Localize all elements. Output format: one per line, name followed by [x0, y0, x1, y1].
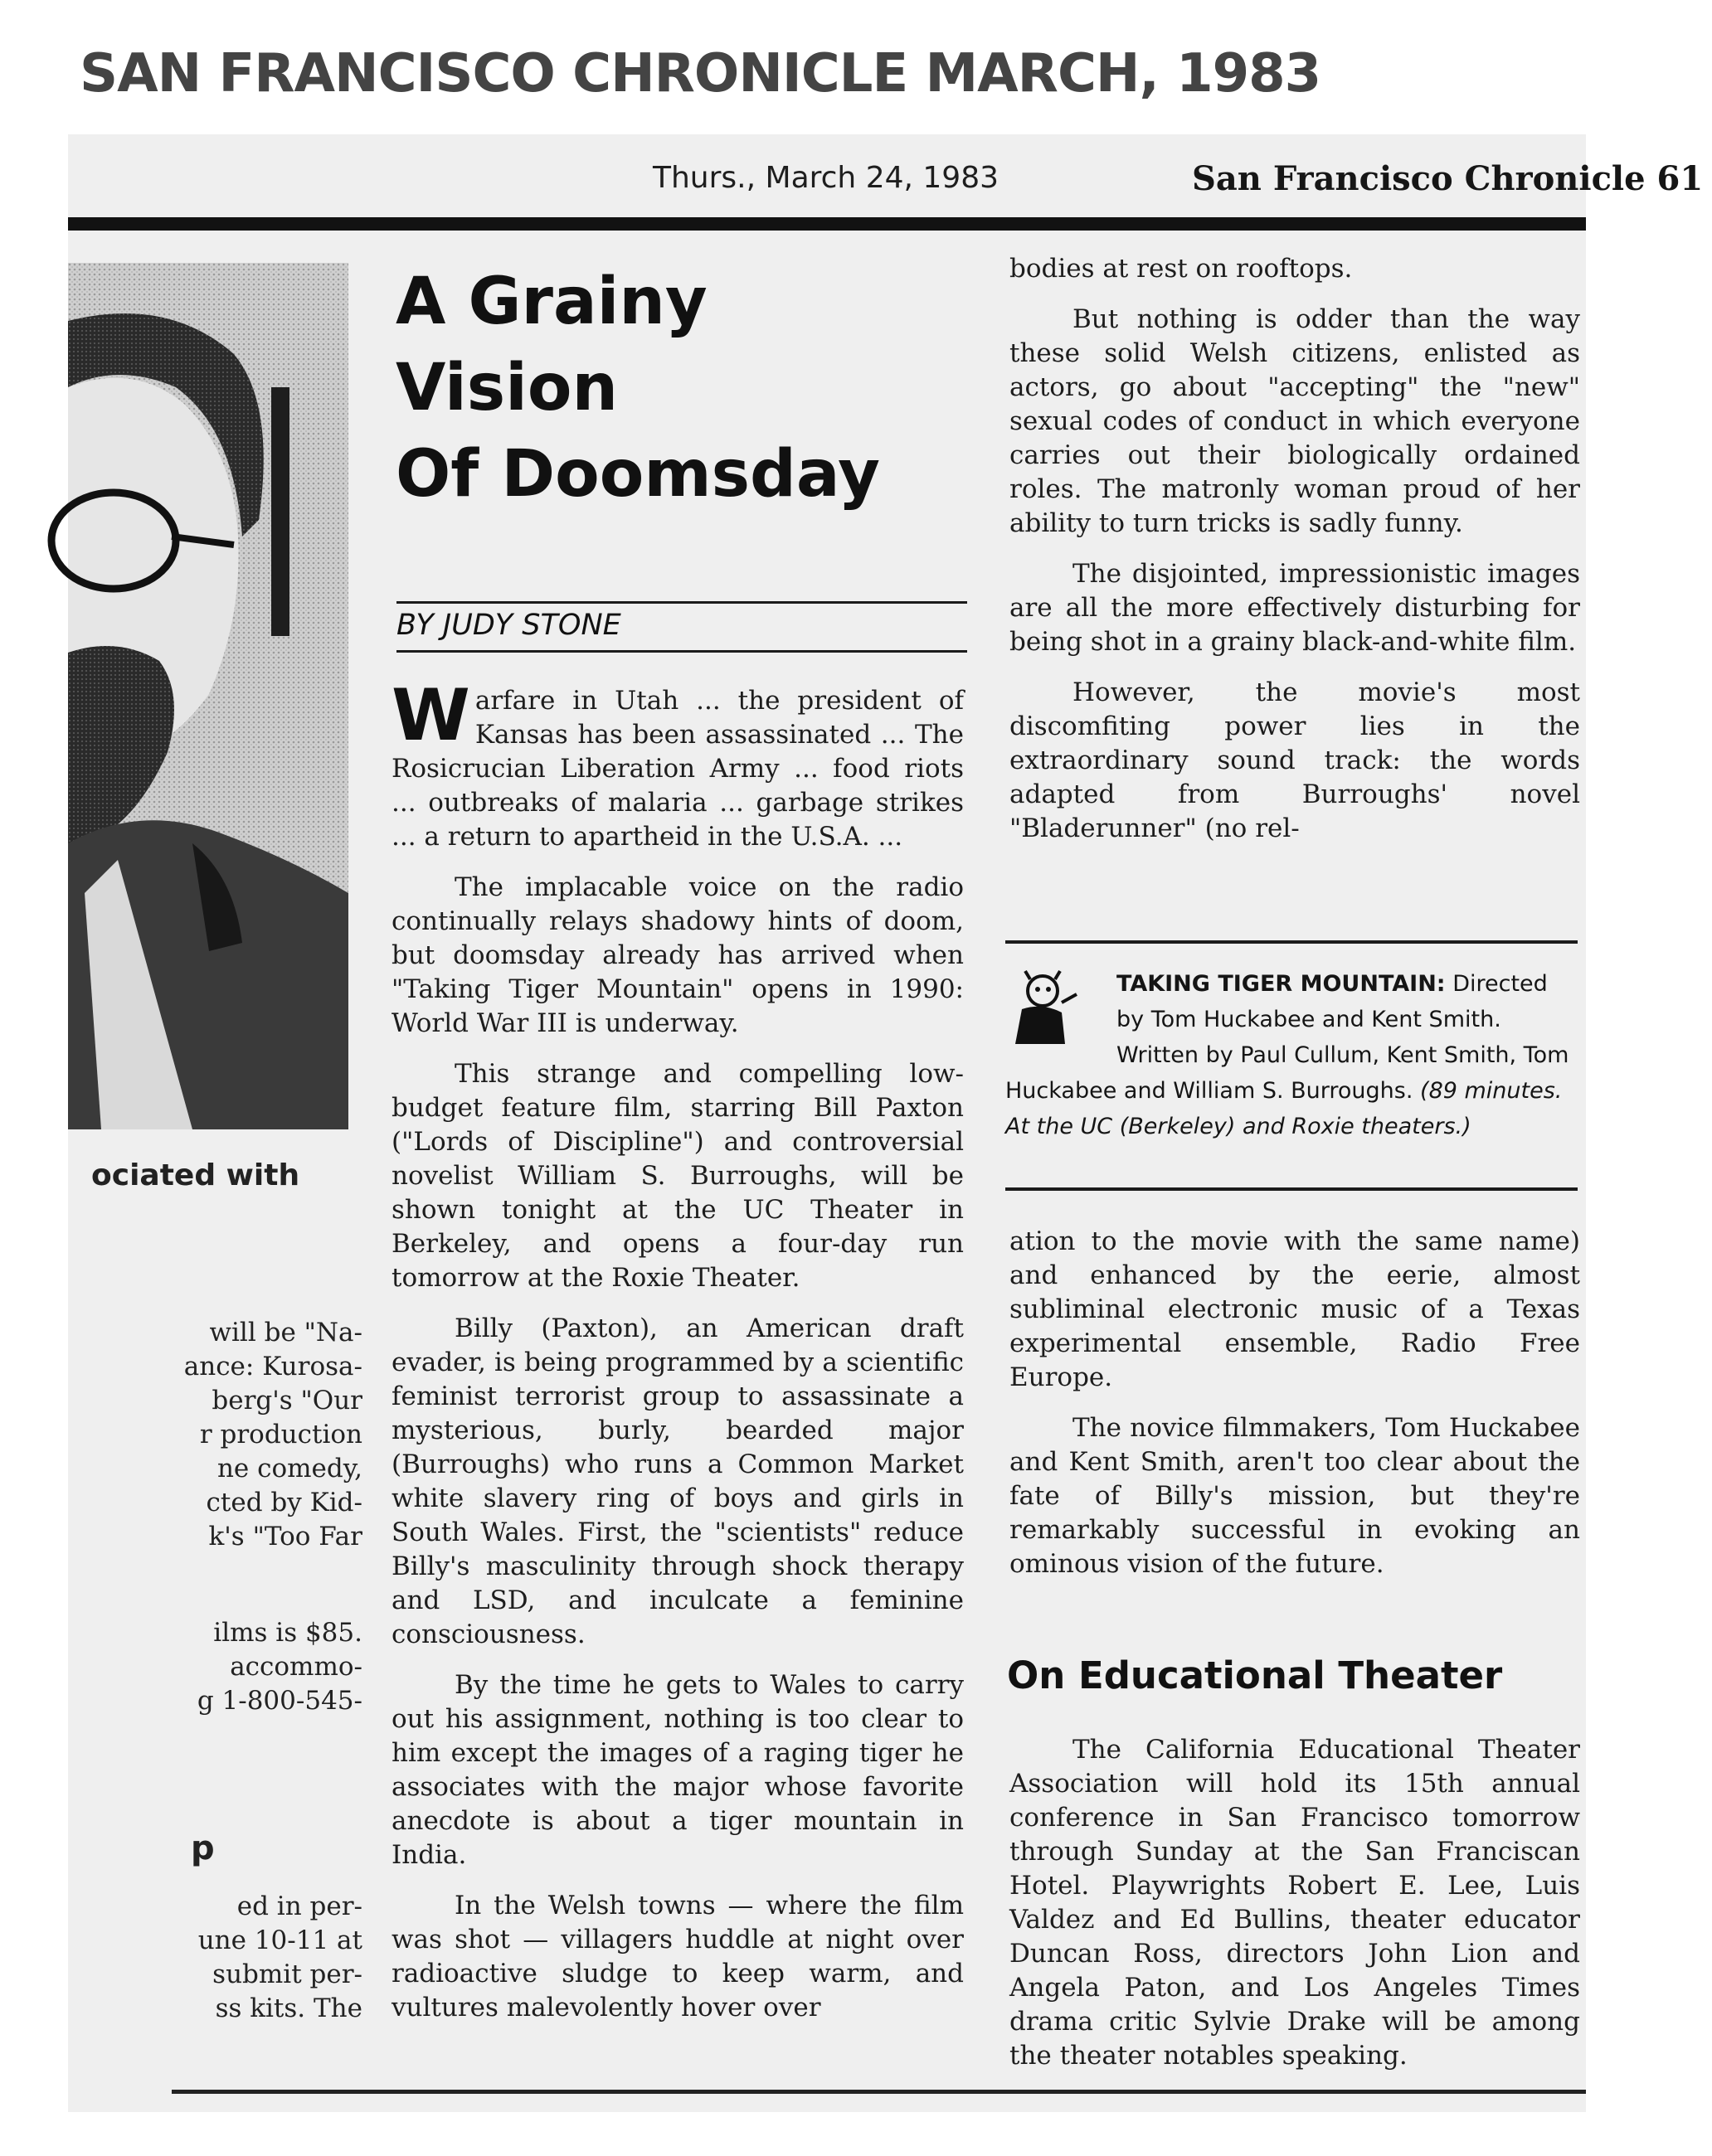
article-headline — [396, 259, 880, 517]
masthead: San Francisco Chronicle 61 — [1192, 159, 1704, 198]
article-paragraph: This strange and compelling low-budget feature film, starring Bill Paxton ("Lords of Discipline") and controversial novelist William S. Burroughs, will be shown tonight at the UC Theater in Berkeley, and opens a four-day run tomorrow at the Roxie Theater. — [392, 1059, 964, 1293]
article-paragraph: But nothing is odder than the way these solid Welsh citizens, enlisted as actors, go about "accepting" the "new" sexual codes of conduct in which everyone carries out their biologically ordained roles. The matronly woman proud of her ability to turn tricks is sadly funny. — [1009, 304, 1580, 538]
article-paragraph: The novice filmmakers, Tom Huckabee and Kent Smith, aren't too clear about the fate of Billy's mission, but they're remarkably successful in evoking an ominous vision of the future. — [1009, 1413, 1580, 1579]
fragment-line: ne comedy, — [216, 1454, 362, 1483]
article-paragraph: By the time he gets to Wales to carry out his assignment, nothing is too clear to him except the images of a raging tiger he associates with the major whose favorite anecdote is about a tiger mountain in India. — [392, 1670, 964, 1870]
article-paragraph: The disjointed, impressionistic images are all the more effectively disturbing for being shot in a grainy black-and-white film. — [1009, 559, 1580, 657]
sidebar-paragraph: The California Educational Theater Association will hold its 15th annual conference in San Francisco tomorrow through Sunday at the San Franciscan Hotel. Playwrights Robert E. Lee, Luis Valdez and Ed Bullins, theater educator Duncan Ross, directors John Lion and Angela Paton, and Los Angeles Times drama critic Sylvie Drake will be among the theater notables speaking. — [1009, 1735, 1580, 2071]
author-photo — [68, 263, 348, 1129]
article-paragraph — [392, 674, 964, 854]
page-date: Thurs., March 24, 1983 — [653, 161, 999, 195]
page-banner: SAN FRANCISCO CHRONICLE MARCH, 1983 — [80, 43, 1321, 104]
headline-line: Of Doomsday — [396, 437, 880, 512]
fragment-line: g 1-800-545- — [197, 1686, 362, 1716]
credits-rule-top — [1005, 940, 1578, 944]
article-column-1 — [392, 674, 964, 2042]
credits-title: TAKING TIGER MOUNTAIN: — [1116, 971, 1446, 997]
headline-line: Vision — [396, 351, 619, 425]
byline: BY JUDY STONE — [396, 609, 621, 642]
article-paragraph: The implacable voice on the radio continually relays shadowy hints of doom, but doomsday already has arrived when "Taking Tiger Mountain" opens in 1990: World War III is underway. — [392, 872, 964, 1038]
fragment-line: accommo- — [230, 1652, 362, 1682]
credits-body: Directed by Tom Huckabee and Kent Smith. Written by Paul Cullum, Kent Smith, Tom Huckabee and William S. Burroughs. — [1005, 971, 1569, 1104]
fragment-heading-letter: p — [191, 1829, 215, 1867]
article-column-2-upper — [1009, 252, 1580, 862]
byline-rule-top — [396, 601, 967, 604]
article-column-2-lower — [1009, 1225, 1580, 1598]
fragment-line: will be "Na- — [209, 1318, 362, 1348]
film-credits — [1005, 966, 1578, 1144]
byline-rule-bottom — [396, 650, 967, 653]
fragment-line: cted by Kid- — [206, 1488, 362, 1517]
bottom-rule — [172, 2090, 1586, 2094]
fragment-line: ed in per- — [236, 1891, 362, 1921]
drop-cap: W — [392, 674, 470, 757]
newspaper-clipping — [68, 134, 1704, 2112]
fragment-paragraph-1 — [114, 1316, 362, 1554]
fragment-line: ss kits. The — [215, 1993, 362, 2023]
tiger-mountain-logo-icon — [1005, 969, 1080, 1051]
portrait-image — [68, 263, 348, 1129]
credits-runtime: (89 minutes. At the UC (Berkeley) and Roxie theaters.) — [1005, 1078, 1563, 1139]
fragment-paragraph-2 — [114, 1616, 362, 1718]
article-paragraph: ation to the movie with the same name) and enhanced by the eerie, almost subliminal electronic music of a Texas experimental ensemble, Radio Free Europe. — [1009, 1226, 1580, 1392]
fragment-line: une 10-11 at — [197, 1925, 362, 1955]
headline-line: A Grainy — [396, 265, 708, 339]
article-paragraph: In the Welsh towns — where the film was shot — villagers huddle at night over radioactive sludge to keep warm, and vultures malevolently hover over — [392, 1891, 964, 2022]
fragment-paragraph-3 — [114, 1890, 362, 2026]
fragment-line: ilms is $85. — [213, 1618, 362, 1648]
article-paragraph: However, the movie's most discomfiting power lies in the extraordinary sound track: the words adapted from Burroughs' novel "Bladerunner" (no rel- — [1009, 677, 1580, 843]
paragraph-text: arfare in Utah ... the president of Kansas has been assassinated ... The Rosicrucian Liberation Army ... food riots ... outbreaks of malaria ... garbage strikes ... a return to apartheid in the U.S.A. ... — [392, 686, 964, 852]
fragment-line: k's "Too Far — [208, 1522, 362, 1551]
sidebar-column — [1009, 1733, 1580, 2090]
article-paragraph: Billy (Paxton), an American draft evader, is being programmed by a scientific feminist terrorist group to assassinate a mysterious, burly, bearded major (Burroughs) who runs a Common Market white slavery ring of boys and girls in South Wales. First, the "scientists" reduce Billy's masculinity through shock therapy and LSD, and inculcate a feminine consciousness. — [392, 1314, 964, 1649]
sidebar-heading: On Educational Theater — [1007, 1653, 1503, 1697]
fragment-line: berg's "Our — [212, 1386, 362, 1415]
fragment-line: ance: Kurosa- — [183, 1352, 362, 1381]
fragment-line: submit per- — [212, 1959, 362, 1989]
top-rule — [68, 217, 1586, 231]
article-paragraph: bodies at rest on rooftops. — [1009, 254, 1353, 284]
fragment-bold-line: ociated with — [91, 1158, 300, 1192]
fragment-line: r production — [199, 1420, 362, 1449]
credits-rule-bottom — [1005, 1187, 1578, 1191]
